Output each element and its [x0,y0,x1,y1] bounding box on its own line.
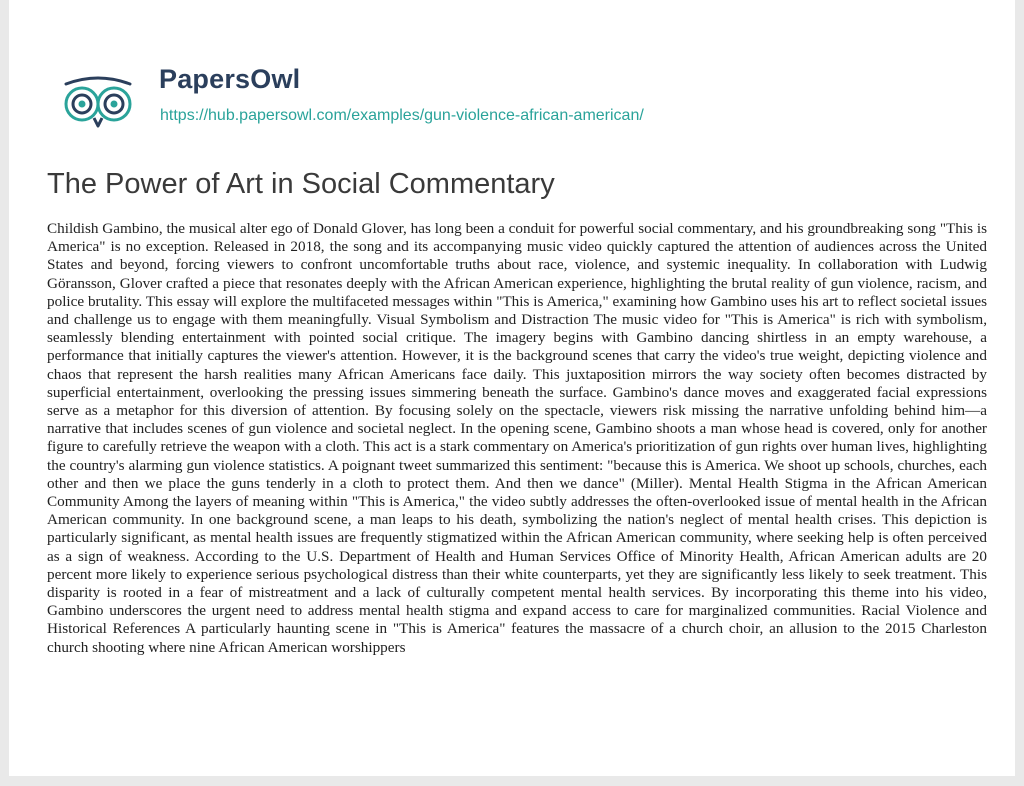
site-header [52,60,952,140]
owl-logo-icon [58,74,138,130]
source-url-link[interactable]: https://hub.papersowl.com/examples/gun-violence-african-american/ [160,107,644,124]
document-page [9,0,1015,776]
brand-name[interactable]: PapersOwl [159,64,301,94]
article-body: Childish Gambino, the musical alter ego of Donald Glover, has long been a conduit for powerful social commentary, and his groundbreaking song "This is America" is no exception. Released in 2018, the song and its accompanying music video quickly captured the attention of audiences across the United States and beyond, forcing viewers to confront uncomfortable truths about race, violence, and systemic inequality. In collaboration with Ludwig Göransson, Glover crafted a piece that resonates deeply with the African American experience, highlighting the brutal reality of gun violence, racism, and police brutality. This essay will explore the multifaceted messages within "This is America," examining how Gambino uses his art to reflect societal issues and challenge us to engage with them meaningfully. Visual Symbolism and Distraction The music video for "This is America" is rich with symbolism, seamlessly blending entertainment with pointed social critique. The imagery begins with Gambino dancing shirtless in an empty warehouse, a performance that initially captures the viewer's attention. However, it is the background scenes that carry the video's true weight, depicting violence and chaos that represent the harsh realities many African Americans face daily. This juxtaposition mirrors the way society often becomes distracted by superficial entertainment, overlooking the pressing issues simmering beneath the surface. Gambino's dance moves and exaggerated facial expressions serve as a metaphor for this diversion of attention. By focusing solely on the spectacle, viewers risk missing the narrative unfolding behind him—a narrative that includes scenes of gun violence and societal neglect. In the opening scene, Gambino shoots a man whose head is covered, only for another figure to carefully retrieve the weapon with a cloth. This act is a stark commentary on America's prioritization of gun rights over human lives, highlighting the country's alarming gun violence statistics. A poignant tweet summarized this sentiment: "because this is America. We shoot up schools, churches, each other and then we place the guns tenderly in a cloth to protect them. And then we dance" (Miller). Mental Health Stigma in the African American Community Among the layers of meaning within "This is America," the video subtly addresses the often-overlooked issue of mental health in the African American community. In one background scene, a man leaps to his death, symbolizing the nation's neglect of mental health crises. This depiction is particularly significant, as mental health issues are frequently stigmatized within the African American community, where seeking help is often perceived as a sign of weakness. According to the U.S. Department of Health and Human Services Office of Minority Health, African American adults are 20 percent more likely to experience serious psychological distress than their white counterparts, yet they are significantly less likely to seek treatment. This disparity is rooted in a fear of mistreatment and a lack of culturally competent mental health services. By incorporating this theme into his video, Gambino underscores the urgent need to address mental health stigma and expand access to care for marginalized communities. Racial Violence and Historical References A particularly haunting scene in "This is America" features the massacre of a church choir, an allusion to the 2015 Charleston church shooting where nine African American worshippers [47,220,987,656]
page-title: The Power of Art in Social Commentary [47,168,555,200]
